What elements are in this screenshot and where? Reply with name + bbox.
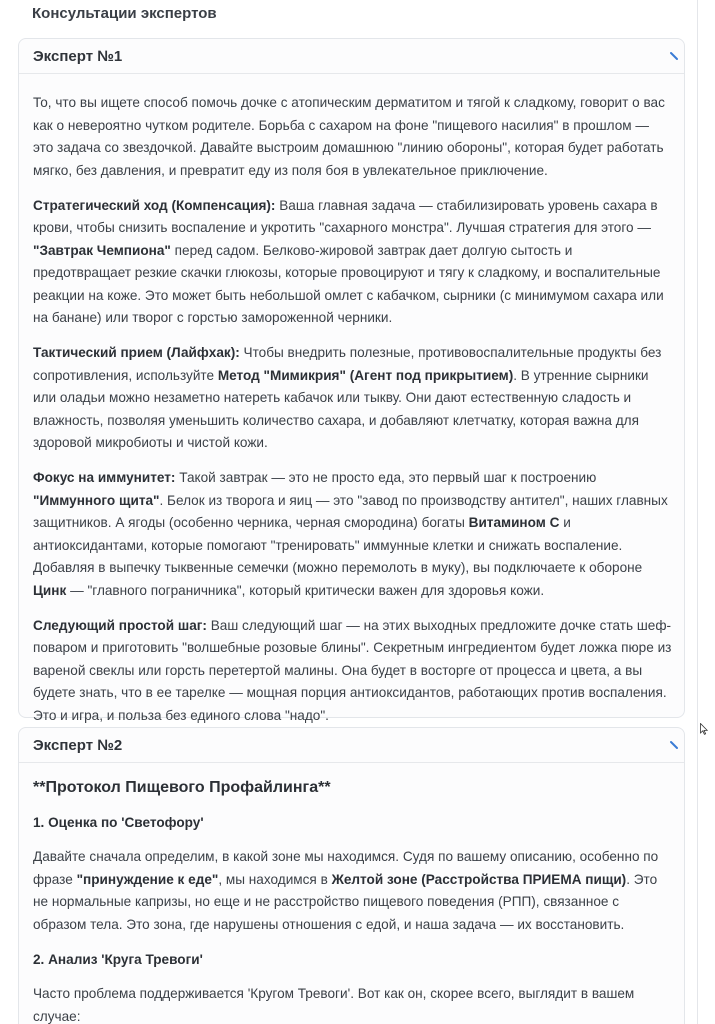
tactic-lead: Тактический прием (Лайфхак): [33,345,240,360]
expert-1-paragraph-immunity [33,467,672,602]
expert-1-body [19,74,684,727]
assessment-highlight-zone: Желтой зоне (Расстройства ПРИЕМА пищи) [331,871,627,887]
next-step-lead: Следующий простой шаг: [33,617,207,633]
immunity-text-c: и антиоксидантами, которые помогают "тренировать" иммунные клетки и снижать воспаление. Добавляя в выпечку тыквенные семечки (можно перемолоть в муку), вы подключаете к обороне [33,515,643,575]
tactic-highlight: Метод "Мимикрия" (Агент под прикрытием) [217,367,514,383]
collapse-chevron-icon[interactable] [668,49,680,61]
expert-2-title: Эксперт №2 [33,737,123,754]
immunity-lead: Фокус на иммунитет: [33,470,176,485]
expert-2-card [18,727,685,1024]
strategy-lead: Стратегический ход (Компенсация): [33,197,276,213]
expert-1-paragraph-strategy [33,195,672,330]
strategy-text-a: Ваша главная задача — стабилизировать уровень сахара в крови, чтобы снизить воспаление и укротить "сахарного монстра". Лучшая стратегия для этого — [33,197,658,235]
tactic-text-a: Чтобы внедрить полезные, противовоспалительные продукты без сопротивления, используйте [33,345,662,383]
expert-1-paragraph-tactic [33,342,672,455]
step-1-heading: 1. Оценка по 'Светофору' [33,814,204,830]
strategy-text-b: перед садом. Белково-жировой завтрак дает долгую сытость и предотвращает резкие скачки глюкозы, которые провоцируют и тягу к сладкому, и воспалительные реакции на коже. Это может быть небольшой омлет с кабачком, сырники (с минимумом сахара или на банане) или творог с горстью замороженной черники. [33,242,664,325]
expert-2-paragraph-assessment [33,846,672,936]
collapse-chevron-icon[interactable] [668,738,680,750]
expert-1-header[interactable] [19,39,684,74]
assessment-text-c: . Это не нормальные капризы, но еще и не расстройство пищевого поведения (РПП), связанное с образом тела. Это зона, где нарушены отношения с едой, и наша задача — их восстановить. [33,871,658,932]
expert-1-title: Эксперт №1 [33,48,123,65]
scroll-divider [697,0,698,1024]
assessment-text-a: Давайте сначала определим, в какой зоне мы находимся. Судя по вашему описанию, особенно по фразе [33,849,659,887]
immunity-highlight-vitamin: Витамином С [468,515,560,530]
assessment-highlight-coercion: "принуждение к еде" [76,871,219,887]
expert-1-paragraph-next-step [33,615,672,728]
immunity-highlight-zinc: Цинк [33,582,67,598]
expert-2-body [19,763,684,1024]
step-2-heading: 2. Анализ 'Круга Тревоги' [33,951,203,967]
expert-2-header[interactable] [19,728,684,763]
immunity-highlight-shield: "Иммунного щита" [33,492,160,508]
tactic-text-b: . В утренние сырники или оладьи можно незаметно натереть кабачок или тыкву. Они дают естественную сладость и влажность, позволяя уменьшить количество сахара, и добавляют клетчатку, которая важна для здоровой микробиоты и чистой кожи. [33,367,649,450]
section-title: Консультации экспертов [32,5,217,22]
immunity-text-a: Такой завтрак — это не просто еда, это первый шаг к построению [175,470,597,485]
expert-1-paragraph-intro: То, что вы ищете способ помочь дочке с атопическим дерматитом и тягой к сладкому, говорит о вас как о невероятно чутком родителе. Борьба с сахаром на фоне "пищевого насилия" в прошлом — это задача со звездочкой. Давайте выстроим домашнюю "линию обороны", которая будет работать мягко, без давления, и превратит еду из поля боя в увлекательное приключение. [33,95,665,178]
next-step-text: Ваш следующий шаг — на этих выходных предложите дочке стать шеф-поваром и приготовить "волшебные розовые блины". Секретным ингредиентом будет ложка пюре из вареной свеклы или горсть перетертой малины. Она будет в восторге от процесса и цвета, а вы будете знать, что в ее тарелке — мощная порция антиоксидантов, работающих против воспаления. Это и игра, и польза без единого слова "надо". [33,617,672,723]
immunity-text-d: — "главного пограничника", который критически важен для здоровья кожи. [66,582,545,598]
expert-1-card [18,38,685,723]
mouse-cursor-icon [700,723,708,735]
strategy-highlight: "Завтрак Чемпиона" [33,242,171,258]
expert-2-paragraph-anxiety-circle: Часто проблема поддерживается 'Кругом Тревоги'. Вот как он, скорее всего, выглядит в вашем случае: [33,986,635,1024]
protocol-title: **Протокол Пищевого Профайлинга** [33,779,331,796]
assessment-text-b: , мы находимся в [218,871,332,887]
immunity-text-b: . Белок из творога и яиц — это "завод по производству антител", наших главных защитников. А ягоды (особенно черника, черная смородина) богаты [33,492,668,530]
